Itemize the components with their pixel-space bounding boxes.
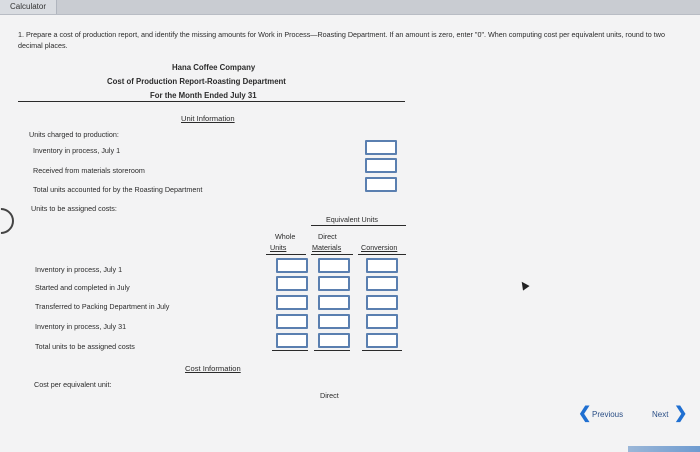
units-charged-row: Total units accounted for by the Roasting Department xyxy=(33,185,203,194)
total-rule xyxy=(272,350,308,351)
chevron-right-icon[interactable]: ❯ xyxy=(674,405,688,422)
whole-units-input-3[interactable] xyxy=(276,295,308,310)
conversion-input-1[interactable] xyxy=(366,258,398,273)
col-direct-materials-2: Materials xyxy=(312,243,342,252)
equivalent-units-rule xyxy=(311,225,406,226)
direct-materials-input-3[interactable] xyxy=(318,295,350,310)
direct-materials-input-5[interactable] xyxy=(318,333,350,348)
whole-units-input-2[interactable] xyxy=(276,276,308,291)
report-title: Cost of Production Report-Roasting Department xyxy=(107,77,286,86)
direct-materials-input-4[interactable] xyxy=(318,314,350,329)
corner-banner xyxy=(628,446,700,452)
units-charged-row: Inventory in process, July 1 xyxy=(33,146,121,155)
cost-info-heading: Cost Information xyxy=(185,364,241,373)
previous-button[interactable]: Previous xyxy=(592,410,624,419)
header-rule xyxy=(18,101,405,102)
assigned-row-label: Transferred to Packing Department in July xyxy=(35,302,170,311)
conversion-input-4[interactable] xyxy=(366,314,398,329)
instructions: 1. Prepare a cost of production report, and identify the missing amounts for Work in Process—Roasting Department. If an amount is zero, enter "0". When computing cost per equivalent units, round to two decimal places. xyxy=(18,30,665,50)
col-rule-whole xyxy=(266,254,306,255)
next-button[interactable]: Next xyxy=(652,410,669,419)
company-name: Hana Coffee Company xyxy=(172,63,256,72)
assigned-row-label: Started and completed in July xyxy=(35,283,130,292)
unit-info-heading: Unit Information xyxy=(181,114,235,123)
direct-materials-input-2[interactable] xyxy=(318,276,350,291)
assigned-row-label: Inventory in process, July 1 xyxy=(35,265,123,274)
units-assigned-label: Units to be assigned costs: xyxy=(31,204,117,213)
whole-units-input-5[interactable] xyxy=(276,333,308,348)
equivalent-units-heading: Equivalent Units xyxy=(326,215,378,224)
calculator-tab[interactable]: Calculator xyxy=(0,0,57,14)
total-rule xyxy=(362,350,402,351)
conversion-input-5[interactable] xyxy=(366,333,398,348)
whole-units-input-4[interactable] xyxy=(276,314,308,329)
col-direct-materials: Direct xyxy=(318,232,337,241)
assigned-row-label: Inventory in process, July 31 xyxy=(35,322,127,331)
units-charged-row: Received from materials storeroom xyxy=(33,166,145,175)
assigned-row-label: Total units to be assigned costs xyxy=(35,342,135,351)
col-whole-units-2: Units xyxy=(270,243,287,252)
partial-circle-icon xyxy=(0,203,19,240)
total-rule xyxy=(314,350,350,351)
mouse-cursor-icon xyxy=(518,279,529,290)
chevron-left-icon[interactable]: ❮ xyxy=(578,405,592,422)
conversion-input-2[interactable] xyxy=(366,276,398,291)
cost-col-direct: Direct xyxy=(320,391,339,400)
units-charged-inventory-input[interactable] xyxy=(365,140,397,155)
col-conversion: Conversion xyxy=(361,243,398,252)
units-charged-label: Units charged to production: xyxy=(29,130,119,139)
conversion-input-3[interactable] xyxy=(366,295,398,310)
direct-materials-input-1[interactable] xyxy=(318,258,350,273)
units-charged-total-input[interactable] xyxy=(365,177,397,192)
units-charged-received-input[interactable] xyxy=(365,158,397,173)
cost-per-eu-label: Cost per equivalent unit: xyxy=(34,380,112,389)
whole-units-input-1[interactable] xyxy=(276,258,308,273)
col-whole-units: Whole xyxy=(275,232,296,241)
col-rule-dm xyxy=(311,254,353,255)
col-rule-conv xyxy=(358,254,406,255)
report-period: For the Month Ended July 31 xyxy=(150,91,257,100)
